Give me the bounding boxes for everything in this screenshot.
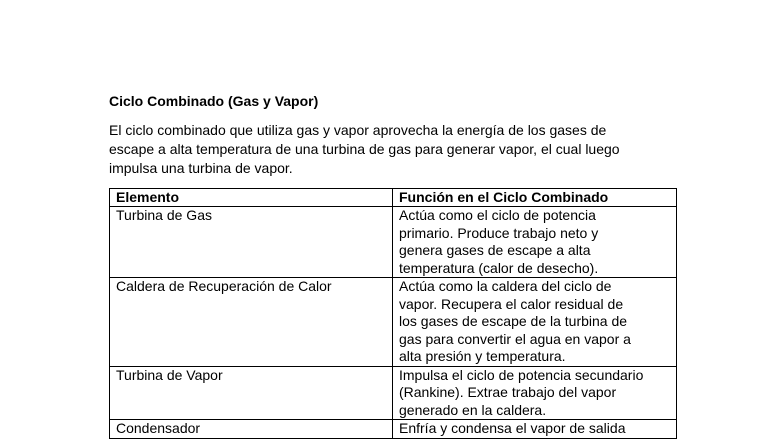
function-cell: [393, 366, 677, 420]
function-line: vapor. Recupera el calor residual de: [399, 295, 624, 312]
intro-line: impulsa una turbina de vapor.: [109, 160, 293, 176]
table-row: [110, 420, 677, 439]
element-cell: Caldera de Recuperación de Calor: [110, 278, 393, 367]
intro-line: El ciclo combinado que utiliza gas y vapor aprovecha la energía de los gases de: [109, 122, 607, 138]
function-line: genera gases de escape a alta: [399, 242, 591, 258]
function-cell: [393, 207, 677, 278]
intro-paragraph: [109, 121, 684, 178]
function-line: temperatura (calor de desecho).: [399, 259, 599, 276]
table-row: [110, 278, 677, 367]
function-line: gas para convertir el agua en vapor a: [399, 330, 631, 347]
function-line: Impulsa el ciclo de potencia secundario: [399, 366, 644, 383]
column-header-element: Elemento: [110, 189, 393, 207]
function-line: primario. Produce trabajo neto y: [399, 224, 599, 241]
table-row: [110, 366, 677, 420]
section-heading: Ciclo Combinado (Gas y Vapor): [109, 93, 319, 109]
column-header-function: Función en el Ciclo Combinado: [393, 189, 677, 207]
function-line: generado en la caldera.: [399, 401, 547, 418]
element-cell: Condensador: [110, 420, 393, 439]
function-line: Actúa como la caldera del ciclo de: [399, 278, 612, 294]
components-table: [109, 188, 677, 439]
function-line: Actúa como el ciclo de potencia: [399, 207, 596, 223]
intro-line: escape a alta temperatura de una turbina de gas para generar vapor, el cual luego: [109, 141, 620, 157]
function-line: alta presión y temperatura.: [399, 348, 566, 364]
function-cell: [393, 420, 677, 439]
element-cell: Turbina de Vapor: [110, 366, 393, 420]
function-cell: [393, 278, 677, 367]
element-cell: Turbina de Gas: [110, 207, 393, 278]
table-row: [110, 207, 677, 278]
function-line: Enfría y condensa el vapor de salida: [399, 420, 626, 436]
function-line: los gases de escape de la turbina de: [399, 313, 628, 329]
function-line: (Rankine). Extrae trabajo del vapor: [399, 384, 617, 400]
table-header-row: [110, 189, 677, 207]
